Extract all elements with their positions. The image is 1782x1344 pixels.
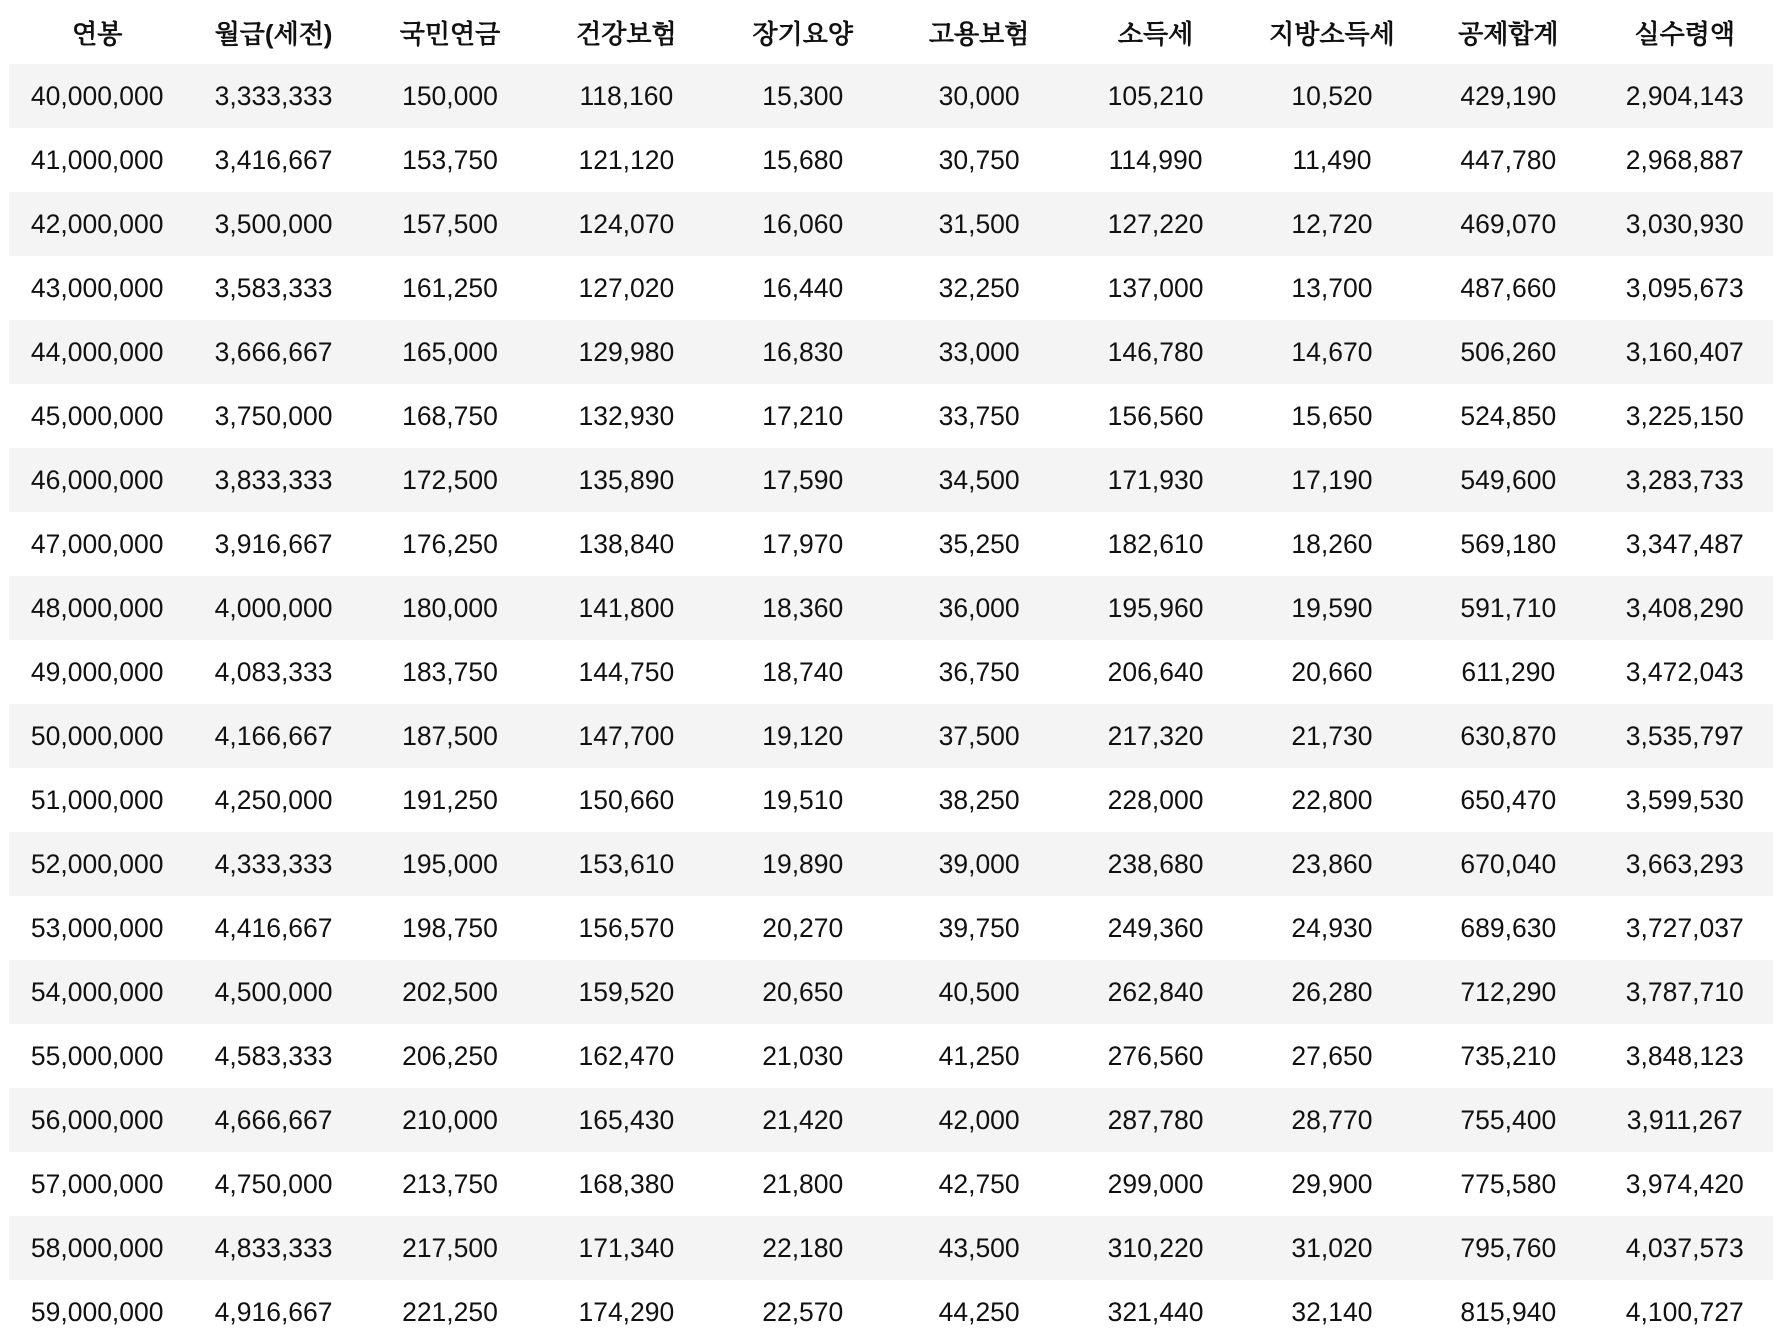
table-cell: 32,140 [1244, 1280, 1420, 1344]
table-header [9, 0, 1773, 64]
table-cell: 4,100,727 [1597, 1280, 1773, 1344]
column-header: 소득세 [1117, 18, 1194, 49]
table-cell: 19,510 [715, 768, 891, 832]
table-cell: 3,333,333 [185, 64, 361, 128]
table-cell: 39,750 [891, 896, 1067, 960]
table-row [9, 1024, 1773, 1088]
table-cell: 195,960 [1067, 576, 1243, 640]
table-cell: 17,210 [715, 384, 891, 448]
table-row [9, 128, 1773, 192]
table-cell: 17,590 [715, 448, 891, 512]
table-cell: 3,095,673 [1597, 256, 1773, 320]
table-cell: 43,500 [891, 1216, 1067, 1280]
table-cell: 4,750,000 [185, 1152, 361, 1216]
table-cell: 21,800 [715, 1152, 891, 1216]
table-row [9, 256, 1773, 320]
table-cell: 276,560 [1067, 1024, 1243, 1088]
table-cell: 105,210 [1067, 64, 1243, 128]
table-cell: 210,000 [362, 1088, 538, 1152]
table-cell: 249,360 [1067, 896, 1243, 960]
table-cell: 3,416,667 [185, 128, 361, 192]
table-cell: 670,040 [1420, 832, 1596, 896]
table-cell: 630,870 [1420, 704, 1596, 768]
table-cell: 21,730 [1244, 704, 1420, 768]
table-row [9, 960, 1773, 1024]
table-cell: 45,000,000 [9, 384, 185, 448]
table-cell: 56,000,000 [9, 1088, 185, 1152]
table-cell: 129,980 [538, 320, 714, 384]
table-cell: 144,750 [538, 640, 714, 704]
table-cell: 55,000,000 [9, 1024, 185, 1088]
salary-table [9, 0, 1773, 1344]
table-cell: 4,333,333 [185, 832, 361, 896]
table-cell: 54,000,000 [9, 960, 185, 1024]
table-cell: 20,270 [715, 896, 891, 960]
table-row [9, 384, 1773, 448]
table-cell: 287,780 [1067, 1088, 1243, 1152]
table-cell: 118,160 [538, 64, 714, 128]
table-cell: 4,083,333 [185, 640, 361, 704]
table-cell: 23,860 [1244, 832, 1420, 896]
table-cell: 4,583,333 [185, 1024, 361, 1088]
table-cell: 299,000 [1067, 1152, 1243, 1216]
table-cell: 30,750 [891, 128, 1067, 192]
table-cell: 22,180 [715, 1216, 891, 1280]
table-cell: 3,787,710 [1597, 960, 1773, 1024]
table-cell: 3,500,000 [185, 192, 361, 256]
table-row [9, 320, 1773, 384]
column-header: 건강보험 [576, 18, 677, 49]
column-header: 연봉 [72, 18, 123, 49]
table-cell: 310,220 [1067, 1216, 1243, 1280]
table-cell: 150,000 [362, 64, 538, 128]
table-cell: 168,750 [362, 384, 538, 448]
table-cell: 3,472,043 [1597, 640, 1773, 704]
table-cell: 58,000,000 [9, 1216, 185, 1280]
table-cell: 4,666,667 [185, 1088, 361, 1152]
table-cell: 22,800 [1244, 768, 1420, 832]
table-cell: 156,560 [1067, 384, 1243, 448]
table-cell: 50,000,000 [9, 704, 185, 768]
table-cell: 447,780 [1420, 128, 1596, 192]
table-cell: 569,180 [1420, 512, 1596, 576]
table-cell: 31,500 [891, 192, 1067, 256]
table-cell: 11,490 [1244, 128, 1420, 192]
table-cell: 14,670 [1244, 320, 1420, 384]
table-cell: 132,930 [538, 384, 714, 448]
table-cell: 29,900 [1244, 1152, 1420, 1216]
table-cell: 49,000,000 [9, 640, 185, 704]
table-row [9, 1216, 1773, 1280]
table-cell: 3,833,333 [185, 448, 361, 512]
table-cell: 16,440 [715, 256, 891, 320]
table-cell: 262,840 [1067, 960, 1243, 1024]
table-cell: 40,500 [891, 960, 1067, 1024]
table-cell: 429,190 [1420, 64, 1596, 128]
table-cell: 198,750 [362, 896, 538, 960]
table-cell: 28,770 [1244, 1088, 1420, 1152]
table-cell: 611,290 [1420, 640, 1596, 704]
table-cell: 321,440 [1067, 1280, 1243, 1344]
table-cell: 141,800 [538, 576, 714, 640]
table-cell: 17,190 [1244, 448, 1420, 512]
table-cell: 187,500 [362, 704, 538, 768]
table-cell: 24,930 [1244, 896, 1420, 960]
table-cell: 138,840 [538, 512, 714, 576]
table-cell: 238,680 [1067, 832, 1243, 896]
table-cell: 3,727,037 [1597, 896, 1773, 960]
table-cell: 3,599,530 [1597, 768, 1773, 832]
table-cell: 127,020 [538, 256, 714, 320]
table-cell: 36,750 [891, 640, 1067, 704]
table-cell: 121,120 [538, 128, 714, 192]
table-cell: 171,930 [1067, 448, 1243, 512]
table-cell: 15,300 [715, 64, 891, 128]
table-cell: 53,000,000 [9, 896, 185, 960]
table-cell: 174,290 [538, 1280, 714, 1344]
table-cell: 4,037,573 [1597, 1216, 1773, 1280]
table-cell: 153,750 [362, 128, 538, 192]
table-cell: 591,710 [1420, 576, 1596, 640]
table-cell: 51,000,000 [9, 768, 185, 832]
table-cell: 3,663,293 [1597, 832, 1773, 896]
table-row [9, 896, 1773, 960]
table-row [9, 1280, 1773, 1344]
table-cell: 3,535,797 [1597, 704, 1773, 768]
table-cell: 3,974,420 [1597, 1152, 1773, 1216]
table-cell: 3,916,667 [185, 512, 361, 576]
table-cell: 18,360 [715, 576, 891, 640]
table-cell: 32,250 [891, 256, 1067, 320]
table-cell: 127,220 [1067, 192, 1243, 256]
table-cell: 13,700 [1244, 256, 1420, 320]
table-row [9, 64, 1773, 128]
table-cell: 3,911,267 [1597, 1088, 1773, 1152]
table-row [9, 832, 1773, 896]
table-row [9, 1152, 1773, 1216]
table-cell: 42,000 [891, 1088, 1067, 1152]
table-row [9, 1088, 1773, 1152]
table-cell: 228,000 [1067, 768, 1243, 832]
table-cell: 161,250 [362, 256, 538, 320]
table-cell: 124,070 [538, 192, 714, 256]
table-cell: 146,780 [1067, 320, 1243, 384]
table-row [9, 576, 1773, 640]
table-cell: 3,283,733 [1597, 448, 1773, 512]
table-cell: 202,500 [362, 960, 538, 1024]
column-header: 고용보험 [928, 18, 1030, 49]
table-cell: 21,030 [715, 1024, 891, 1088]
table-cell: 17,970 [715, 512, 891, 576]
table-cell: 147,700 [538, 704, 714, 768]
table-cell: 549,600 [1420, 448, 1596, 512]
table-cell: 19,890 [715, 832, 891, 896]
table-cell: 3,030,930 [1597, 192, 1773, 256]
table-cell: 26,280 [1244, 960, 1420, 1024]
table-row [9, 192, 1773, 256]
table-cell: 43,000,000 [9, 256, 185, 320]
table-cell: 34,500 [891, 448, 1067, 512]
table-cell: 4,833,333 [185, 1216, 361, 1280]
table-cell: 469,070 [1420, 192, 1596, 256]
table-cell: 135,890 [538, 448, 714, 512]
table-cell: 42,750 [891, 1152, 1067, 1216]
table-cell: 36,000 [891, 576, 1067, 640]
table-cell: 159,520 [538, 960, 714, 1024]
table-cell: 41,000,000 [9, 128, 185, 192]
table-cell: 4,416,667 [185, 896, 361, 960]
table-cell: 755,400 [1420, 1088, 1596, 1152]
table-cell: 3,408,290 [1597, 576, 1773, 640]
table-cell: 57,000,000 [9, 1152, 185, 1216]
table-cell: 487,660 [1420, 256, 1596, 320]
table-cell: 157,500 [362, 192, 538, 256]
table-cell: 206,640 [1067, 640, 1243, 704]
column-header: 월급(세전) [214, 18, 333, 49]
table-cell: 4,250,000 [185, 768, 361, 832]
table-cell: 42,000,000 [9, 192, 185, 256]
table-cell: 815,940 [1420, 1280, 1596, 1344]
table-cell: 506,260 [1420, 320, 1596, 384]
table-cell: 689,630 [1420, 896, 1596, 960]
table-cell: 39,000 [891, 832, 1067, 896]
table-cell: 30,000 [891, 64, 1067, 128]
table-cell: 3,160,407 [1597, 320, 1773, 384]
table-cell: 27,650 [1244, 1024, 1420, 1088]
table-cell: 165,430 [538, 1088, 714, 1152]
table-cell: 168,380 [538, 1152, 714, 1216]
table-body [9, 64, 1773, 1344]
table-cell: 31,020 [1244, 1216, 1420, 1280]
table-cell: 20,650 [715, 960, 891, 1024]
table-row [9, 640, 1773, 704]
table-cell: 44,000,000 [9, 320, 185, 384]
table-cell: 15,680 [715, 128, 891, 192]
table-cell: 150,660 [538, 768, 714, 832]
table-cell: 213,750 [362, 1152, 538, 1216]
table-cell: 162,470 [538, 1024, 714, 1088]
table-cell: 59,000,000 [9, 1280, 185, 1344]
table-cell: 183,750 [362, 640, 538, 704]
table-cell: 775,580 [1420, 1152, 1596, 1216]
table-cell: 3,225,150 [1597, 384, 1773, 448]
table-cell: 195,000 [362, 832, 538, 896]
table-cell: 10,520 [1244, 64, 1420, 128]
table-cell: 18,260 [1244, 512, 1420, 576]
column-header: 장기요양 [752, 18, 853, 49]
table-cell: 114,990 [1067, 128, 1243, 192]
table-cell: 3,848,123 [1597, 1024, 1773, 1088]
table-cell: 650,470 [1420, 768, 1596, 832]
table-cell: 176,250 [362, 512, 538, 576]
table-cell: 206,250 [362, 1024, 538, 1088]
table-cell: 217,320 [1067, 704, 1243, 768]
table-cell: 4,916,667 [185, 1280, 361, 1344]
table-cell: 18,740 [715, 640, 891, 704]
table-cell: 153,610 [538, 832, 714, 896]
table-row [9, 768, 1773, 832]
table-cell: 165,000 [362, 320, 538, 384]
table-cell: 33,000 [891, 320, 1067, 384]
table-cell: 40,000,000 [9, 64, 185, 128]
table-cell: 4,166,667 [185, 704, 361, 768]
table-cell: 19,590 [1244, 576, 1420, 640]
table-cell: 712,290 [1420, 960, 1596, 1024]
table-cell: 48,000,000 [9, 576, 185, 640]
table-cell: 20,660 [1244, 640, 1420, 704]
header-row [9, 0, 1773, 64]
table-cell: 182,610 [1067, 512, 1243, 576]
table-cell: 37,500 [891, 704, 1067, 768]
table-cell: 735,210 [1420, 1024, 1596, 1088]
table-cell: 172,500 [362, 448, 538, 512]
table-cell: 46,000,000 [9, 448, 185, 512]
table-cell: 4,000,000 [185, 576, 361, 640]
table-cell: 16,830 [715, 320, 891, 384]
table-cell: 156,570 [538, 896, 714, 960]
table-row [9, 512, 1773, 576]
table-cell: 19,120 [715, 704, 891, 768]
column-header: 지방소득세 [1269, 18, 1395, 49]
table-cell: 3,347,487 [1597, 512, 1773, 576]
table-cell: 2,904,143 [1597, 64, 1773, 128]
column-header: 공제합계 [1458, 18, 1559, 49]
table-cell: 52,000,000 [9, 832, 185, 896]
table-cell: 21,420 [715, 1088, 891, 1152]
column-header: 실수령액 [1634, 18, 1735, 49]
table-cell: 191,250 [362, 768, 538, 832]
table-cell: 2,968,887 [1597, 128, 1773, 192]
table-cell: 12,720 [1244, 192, 1420, 256]
table-cell: 3,666,667 [185, 320, 361, 384]
table-cell: 217,500 [362, 1216, 538, 1280]
table-cell: 47,000,000 [9, 512, 185, 576]
table-cell: 15,650 [1244, 384, 1420, 448]
table-cell: 35,250 [891, 512, 1067, 576]
table-row [9, 448, 1773, 512]
table-cell: 38,250 [891, 768, 1067, 832]
table-cell: 44,250 [891, 1280, 1067, 1344]
table-cell: 221,250 [362, 1280, 538, 1344]
table-cell: 41,250 [891, 1024, 1067, 1088]
table-cell: 180,000 [362, 576, 538, 640]
table-cell: 3,750,000 [185, 384, 361, 448]
table-cell: 795,760 [1420, 1216, 1596, 1280]
column-header: 국민연금 [399, 18, 501, 49]
table-cell: 16,060 [715, 192, 891, 256]
table-cell: 33,750 [891, 384, 1067, 448]
table-row [9, 704, 1773, 768]
table-cell: 171,340 [538, 1216, 714, 1280]
table-cell: 4,500,000 [185, 960, 361, 1024]
table-cell: 22,570 [715, 1280, 891, 1344]
table-cell: 524,850 [1420, 384, 1596, 448]
table-cell: 137,000 [1067, 256, 1243, 320]
table-cell: 3,583,333 [185, 256, 361, 320]
